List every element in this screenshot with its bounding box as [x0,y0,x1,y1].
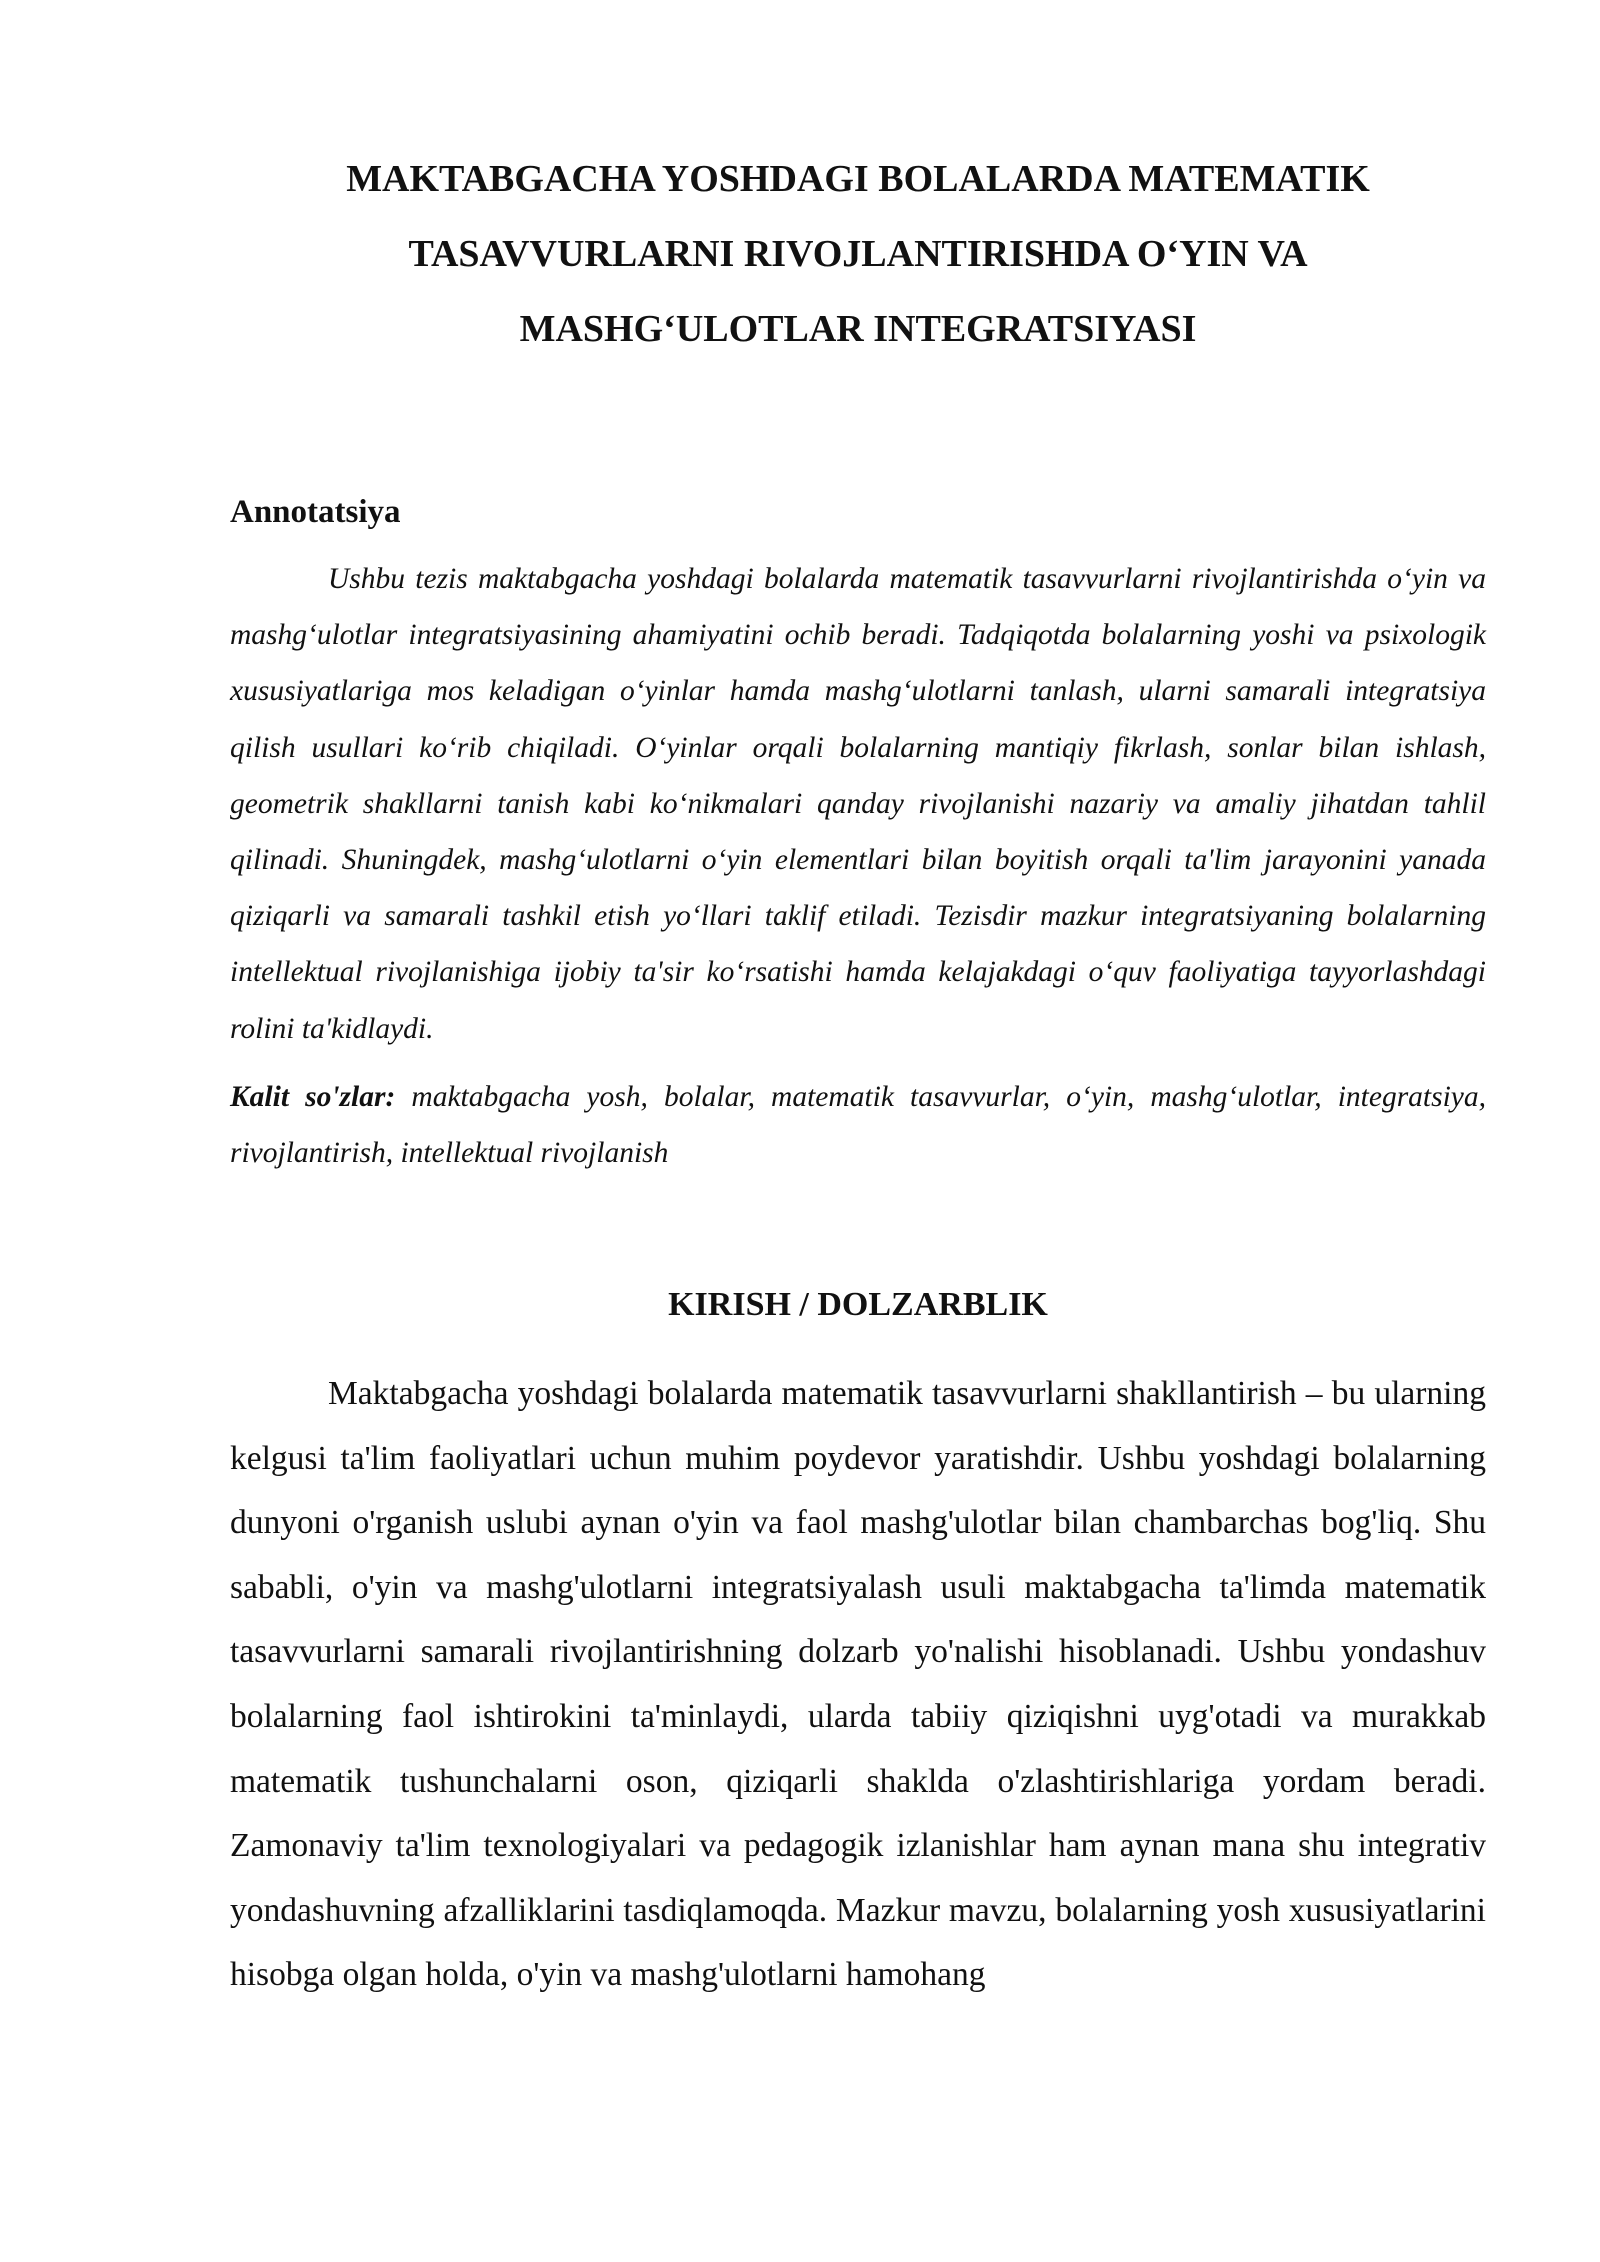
annotation-heading: Annotatsiya [230,494,401,530]
keywords-text: maktabgacha yosh, bolalar, matematik tasavvurlar, o‘yin, mashg‘ulotlar, integratsiya, rivojlantirish, intellektual rivojlanish [230,1081,1487,1169]
paper-title-line-3: MASHG‘ULOTLAR INTEGRATSIYASI [519,308,1197,350]
introduction-heading: KIRISH / DOLZARBLIK [668,1286,1048,1323]
keywords-label: Kalit so'zlar: [230,1081,396,1113]
paper-title-line-2: TASAVVURLARNI RIVOJLANTIRISHDA O‘YIN VA [408,233,1308,275]
paper-title [230,142,1486,367]
document-page [230,0,1486,2262]
introduction-text: Maktabgacha yoshdagi bolalarda matematik tasavvurlarni shakllantirish – bu ularning kelgusi ta'lim faoliyatlari uchun muhim poydevor yaratishdir. Ushbu yoshdagi bolalarning dunyoni o'rganish uslubi aynan o'yin va faol mashg'ulotlar bilan chambarchas bog'liq. Shu sababli, o'yin va mashg'ulotlarni integratsiyalash usuli maktabgacha ta'limda matematik tasavvurlarni samarali rivojlantirishning dolzarb yo'nalishi hisoblanadi. Ushbu yondashuv bolalarning faol ishtirokini ta'minlaydi, ularda tabiiy qiziqishni uyg'otadi va murakkab matematik tushunchalarni oson, qiziqarli shaklda o'zlashtirishlariga yordam beradi. Zamonaviy ta'lim texnologiyalari va pedagogik izlanishlar ham aynan mana shu integrativ yondashuvning afzalliklarini tasdiqlamoqda. Mazkur mavzu, bolalarning yosh xususiyatlarini hisobga olgan holda, o'yin va mashg'ulotlarni hamohang [230,1375,1486,1994]
paper-title-line-1: MAKTABGACHA YOSHDAGI BOLALARDA MATEMATIK [346,158,1370,200]
keywords-paragraph [230,1069,1486,1181]
annotation-text: Ushbu tezis maktabgacha yoshdagi bolalarda matematik tasavvurlarni rivojlantirishda o‘yin va mashg‘ulotlar integratsiyasining ahamiyatini ochib beradi. Tadqiqotda bolalarning yoshi va psixologik xususiyatlariga mos keladigan o‘yinlar hamda mashg‘ulotlarni tanlash, ularni samarali integratsiya qilish usullari ko‘rib chiqiladi. O‘yinlar orqali bolalarning mantiqiy fikrlash, sonlar bilan ishlash, geometrik shakllarni tanish kabi ko‘nikmalari qanday rivojlanishi nazariy va amaliy jihatdan tahlil qilinadi. Shuningdek, mashg‘ulotlarni o‘yin elementlari bilan boyitish orqali ta'lim jarayonini yanada qiziqarli va samarali tashkil etish yo‘llari taklif etiladi. Tezisdir mazkur integratsiyaning bolalarning intellektual rivojlanishiga ijobiy ta'sir ko‘rsatishi hamda kelajakdagi o‘quv faoliyatiga tayyorlashdagi rolini ta'kidlaydi. [230,563,1486,1045]
